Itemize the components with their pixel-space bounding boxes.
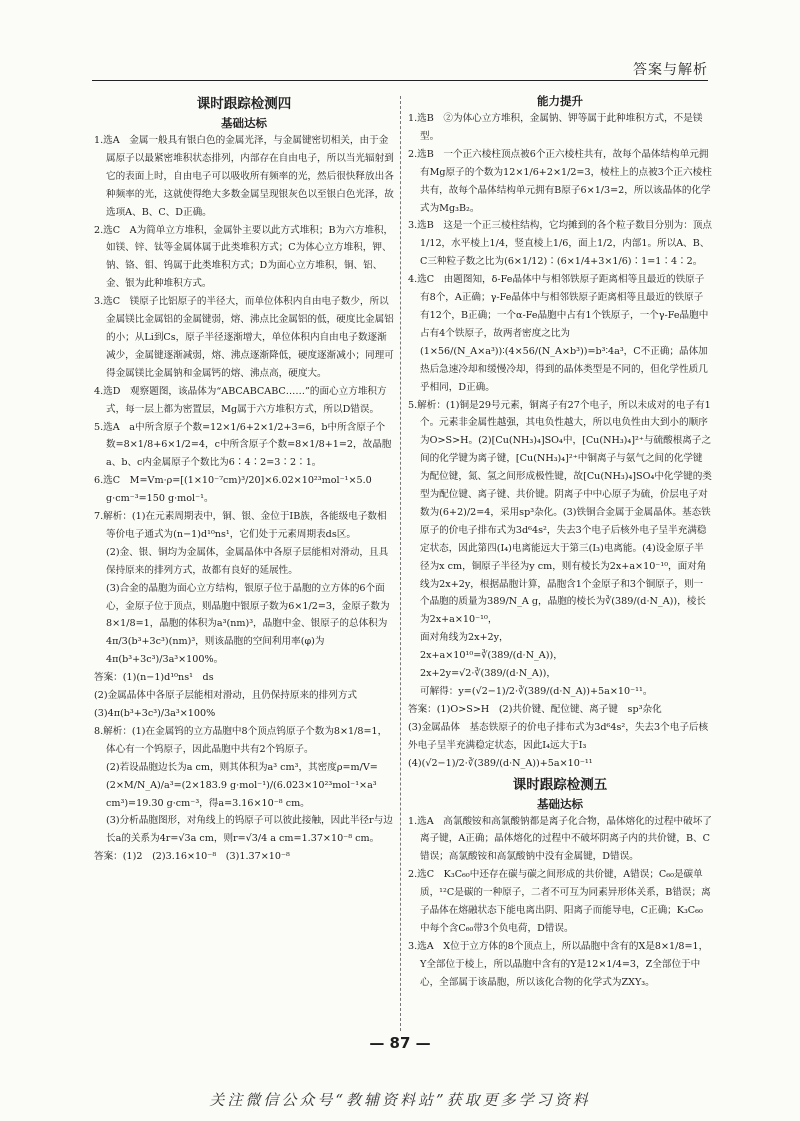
header-title: 答案与解析 [633,62,708,78]
answer-item: 1.选B ②为体心立方堆积，金属钠、钾等属于此种堆积方式，不是镁型。 [408,113,703,142]
answer-item: 2.选C A为简单立方堆积，金属钋主要以此方式堆积；B为六方堆积，如镁、锌、钛等金属体属于此类堆积方式；C为体心立方堆积，钾、钠、铬、钼、钨属于此类堆积方式；D为面心立方堆积，铜、铝、金、银为此种堆积方式。 [94,224,394,290]
answer-item: 1.选A 高氯酸铵和高氯酸钠都是离子化合物，晶体熔化的过程中破坏了离子键，A正确；晶体熔化的过程中不破坏阴离子内的共价键，B、C错误；高氯酸铵和高氯酸钠中没有金属键，D错误。 [408,815,712,863]
left-column [94,92,394,866]
section-title-5: 课时跟踪检测五 [512,776,608,793]
answer-item: 1.选A 金属一般具有银白色的金属光泽，与金属键密切相关，由于金属原子以最紧密堆积状态排列，内部存在自由电子，所以当光辐射到它的表面上时，自由电子可以吸收所有频率的光，然后很快释放出各种频率的光，这就使得绝大多数金属呈现银灰色以至银白色光泽，故选项A、B、C、D正确。 [94,135,394,218]
section-ability: 能力提升 [537,94,583,108]
right-column [408,92,712,992]
answer-summary: 答案：(1)O>S>H (2)共价键、配位键、离子键 sp³杂化 (3)金属晶体 基态铁原子的价电子排布式为3d⁶4s²，失去3个电子后核外电子呈半充满稳定状态，因此I₄远大于I₃ (4)(√2−1)/2·∛(389/(d·N_A))+5a×10⁻¹¹ [408,703,709,769]
answer-item: 5.解析：(1)铜是29号元素，铜离子有27个电子，所以未成对的电子有1个。元素非金属性越强，其电负性越大，所以电负性由大到小的顺序为O>S>H。(2)[Cu(NH₃)₄]SO₄中，[Cu(NH₃)₄]²⁺与硫酸根离子之间的化学键为离子键，[Cu(NH₃)₄]²⁺中铜离子与氨气之间的化学键为配位键，氮、氢之间形成极性键，故[Cu(NH₃)₄]SO₄中化学键的类型为配位键、离子键、共价键。阴离子中中心原子为硫，价层电子对数为(6+2)/2=4，采用sp³杂化。(3)铁铜合金属于金属晶体。基态铁原子的价电子排布式为3d⁶4s²，失去3个电子后核外电子呈半充满稳定状态，因此第四(I₄)电离能远大于第三(I₃)电离能。(4)设金原子半径为x cm，铜原子半径为y cm，则有棱长为2x+a×10⁻¹⁰，面对角线为2x+2y，根据晶胞计算，晶胞含1个金原子和3个铜原子，则一个晶胞的质量为389/N_A g，晶胞的棱长为∛(389/(d·N_A))，棱长为2x+a×10⁻¹⁰， 面对角线为2x+2y， 2x+a×10¹⁰=∛(389/(d·N_A))， 2x+2y=√2·∛(389/(d·N_A))， 可解得：y=(√2−1)/2·∛(389/(d·N_A))+5a×10⁻¹¹。 [408,399,712,697]
footer-note: 关注微信公众号“教辅资料站”获取更多学习资料 [209,1091,591,1109]
subsection-basic-4: 基础达标 [221,116,267,130]
answer-item: 3.选A X位于立方体的8个顶点上，所以晶胞中含有的X是8×1/8=1，Y全部位于棱上，所以晶胞中含有的Y是12×1/4=3，Z全部位于中心，全部属于该晶胞，所以该化合物的化学式为ZXY₃。 [408,940,709,988]
column-divider [400,96,401,1031]
answer-item: 7.解析：(1)在元素周期表中，铜、银、金位于ⅠB族，各能级电子数相等价电子通式为(n−1)d¹⁰ns¹，它们处于元素周期表ds区。 (2)金、银、铜均为金属体，金属晶体中各原子层能相对滑动，且具保持原来的排列方式，故都有良好的延展性。 (3)合金的晶胞为面心立方结构，银原子位于晶胞的立方体的6个面心，金原子位于顶点，则晶胞中银原子数为6×1/2=3，金原子数为8×1/8=1，晶胞的体积为a³(nm)³，晶胞中金、银原子的总体积为4π/3(b³+3c³)(nm)³，则该晶胞的空间利用率(φ)为4π(b³+3c³)/3a³×100%。 [94,511,390,666]
answer-item: 4.选C 由题图知，δ-Fe晶体中与相邻铁原子距离相等且最近的铁原子有8个，A正确；γ-Fe晶体中与相邻铁原子距离相等且最近的铁原子有12个，B正确；一个α-Fe晶胞中占有1个铁原子，一个γ-Fe晶胞中占有4个铁原子，故两者密度之比为(1×56/(N_A×a³))∶(4×56/(N_A×b³))=b³∶4a³，C不正确；晶体加热后急速冷却和缓慢冷却，得到的晶体类型是不同的，但化学性质几乎相同，D正确。 [408,274,709,393]
header-rule [92,80,708,81]
answer-item: 8.解析：(1)在金属钨的立方晶胞中8个顶点钨原子个数为8×1/8=1，体心有一个钨原子，因此晶胞中共有2个钨原子。 (2)若设晶胞边长为a cm，则其体积为a³ cm³，其密度ρ=m/V=(2×M/N_A)/a³=(2×183.9 g·mol⁻¹)/(6.023×10²³mol⁻¹×a³ cm³)=19.30 g·cm⁻³，得a=3.16×10⁻⁸ cm。 (3)分析晶胞图形，对角线上的钨原子可以彼此接触，因此半径r与边长a的关系为4r=√3a cm，则r=√3/4 a cm=1.37×10⁻⁸ cm。 [94,725,393,845]
answer-summary: 答案：(1)(n−1)d¹⁰ns¹ ds (2)金属晶体中各原子层能相对滑动，且仍保持原来的排列方式 (3)4π(b³+3c³)/3a³×100% [94,672,358,719]
answer-item: 3.选B 这是一个正三棱柱结构，它均摊到的各个粒子数目分别为：顶点1/12，水平棱上1/4，竖直棱上1/6，面上1/2，内部1。所以A、B、C三种粒子数之比为(6×1/12)∶(6×1/4+3×1/6)∶1=1∶4∶2。 [408,220,713,268]
answer-summary: 答案：(1)2 (2)3.16×10⁻⁸ (3)1.37×10⁻⁸ [94,851,290,863]
subsection-basic-5: 基础达标 [537,796,583,811]
section-title-4: 课时跟踪检测四 [196,96,292,112]
answer-item: 2.选C K₃C₆₀中还存在碳与碳之间形成的共价键，A错误；C₆₀是碳单质，¹²C是碳的一种原子，二者不可互为同素异形体关系，B错误；离子晶体在熔融状态下能电离出阴、阳离子而能导电，C正确；K₃C₆₀中每个含C₆₀带3个负电荷，D错误。 [408,869,711,934]
answer-item: 6.选C M=Vm·ρ=[(1×10⁻⁷cm)³/20]×6.02×10²³mol⁻¹×5.0 g·cm⁻³=150 g·mol⁻¹。 [94,475,375,505]
answer-item: 3.选C 镁原子比铝原子的半径大，而单位体积内自由电子数少，所以金属镁比金属铝的金属键弱，熔、沸点比金属铝的低，硬度比金属铝的小；从Li到Cs，原子半径逐渐增大，单位体积内自由电子数逐渐减少，金属键逐渐减弱，熔、沸点逐渐降低，硬度逐渐减小；同理可得金属镁比金属钠和金属钙的熔、沸点高，硬度大。 [94,296,394,379]
answer-item: 4.选D 观察题图，该晶体为“ABCABCABC……”的面心立方堆积方式，每一层上都为密置层，Mg属于六方堆积方式，所以D错误。 [94,385,387,415]
answer-item: 2.选B 一个正六棱柱顶点被6个正六棱柱共有，故每个晶体结构单元拥有Mg原子的个数为12×1/6+2×1/2=3，棱柱上的点被3个正六棱柱共有，故每个晶体结构单元拥有B原子6×1/3=2，所以该晶体的化学式为Mg₃B₂。 [408,148,712,214]
answer-item: 5.选A a中所含原子个数=12×1/6+2×1/2+3=6，b中所含原子个数=8×1/8+6×1/2=4，c中所含原子个数=8×1/8+1=2，故晶胞a、b、c内金属原子个数比为6∶4∶2=3∶2∶1。 [94,421,392,469]
page-number: — 87 — [369,1034,431,1052]
